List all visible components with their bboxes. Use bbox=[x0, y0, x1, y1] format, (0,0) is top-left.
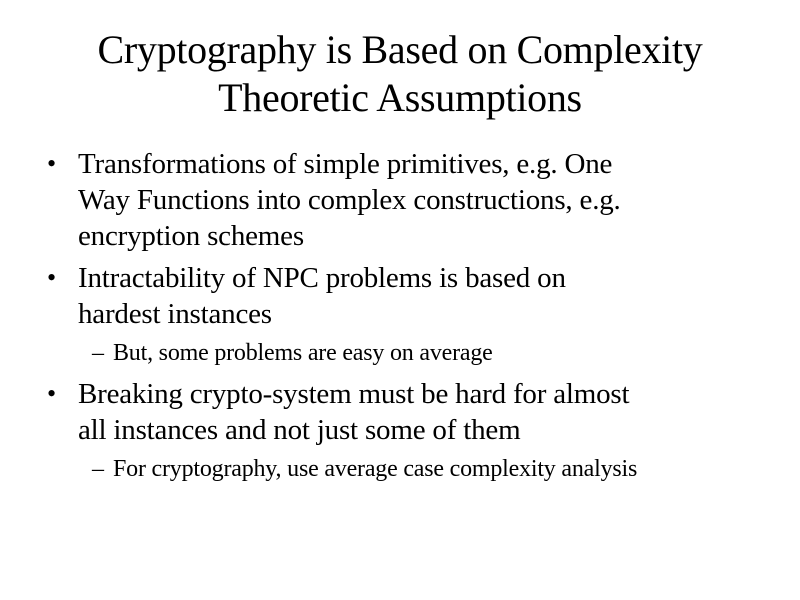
bullet-text-line: all instances and not just some of them bbox=[78, 414, 521, 446]
sub-bullet-average-case bbox=[0, 454, 800, 484]
sub-bullet-text: For cryptography, use average case complexity analysis bbox=[113, 456, 638, 482]
sub-bullet-easy-on-average bbox=[0, 338, 800, 368]
title-line-1: Cryptography is Based on Complexity bbox=[97, 27, 703, 72]
bullet-dot-icon: • bbox=[47, 379, 56, 408]
bullet-item-intractability bbox=[0, 260, 758, 332]
slide-title bbox=[0, 26, 800, 122]
bullet-text-line: Intractability of NPC problems is based on bbox=[78, 262, 566, 294]
bullet-item-transformations bbox=[0, 146, 758, 254]
bullet-text-line: encryption schemes bbox=[78, 220, 304, 252]
bullet-dot-icon: • bbox=[47, 149, 56, 178]
bullet-list bbox=[0, 146, 800, 492]
bullet-text-line: Transformations of simple primitives, e.g. One bbox=[78, 148, 613, 180]
dash-icon: – bbox=[92, 340, 104, 366]
bullet-text-line: Way Functions into complex constructions, e.g. bbox=[78, 184, 621, 216]
sub-bullet-text: But, some problems are easy on average bbox=[113, 340, 493, 366]
title-line-2: Theoretic Assumptions bbox=[218, 75, 582, 120]
bullet-item-breaking-crypto bbox=[0, 376, 758, 448]
bullet-dot-icon: • bbox=[47, 263, 56, 292]
dash-icon: – bbox=[92, 456, 104, 482]
bullet-text-line: Breaking crypto-system must be hard for almost bbox=[78, 378, 630, 410]
bullet-text-line: hardest instances bbox=[78, 298, 272, 330]
